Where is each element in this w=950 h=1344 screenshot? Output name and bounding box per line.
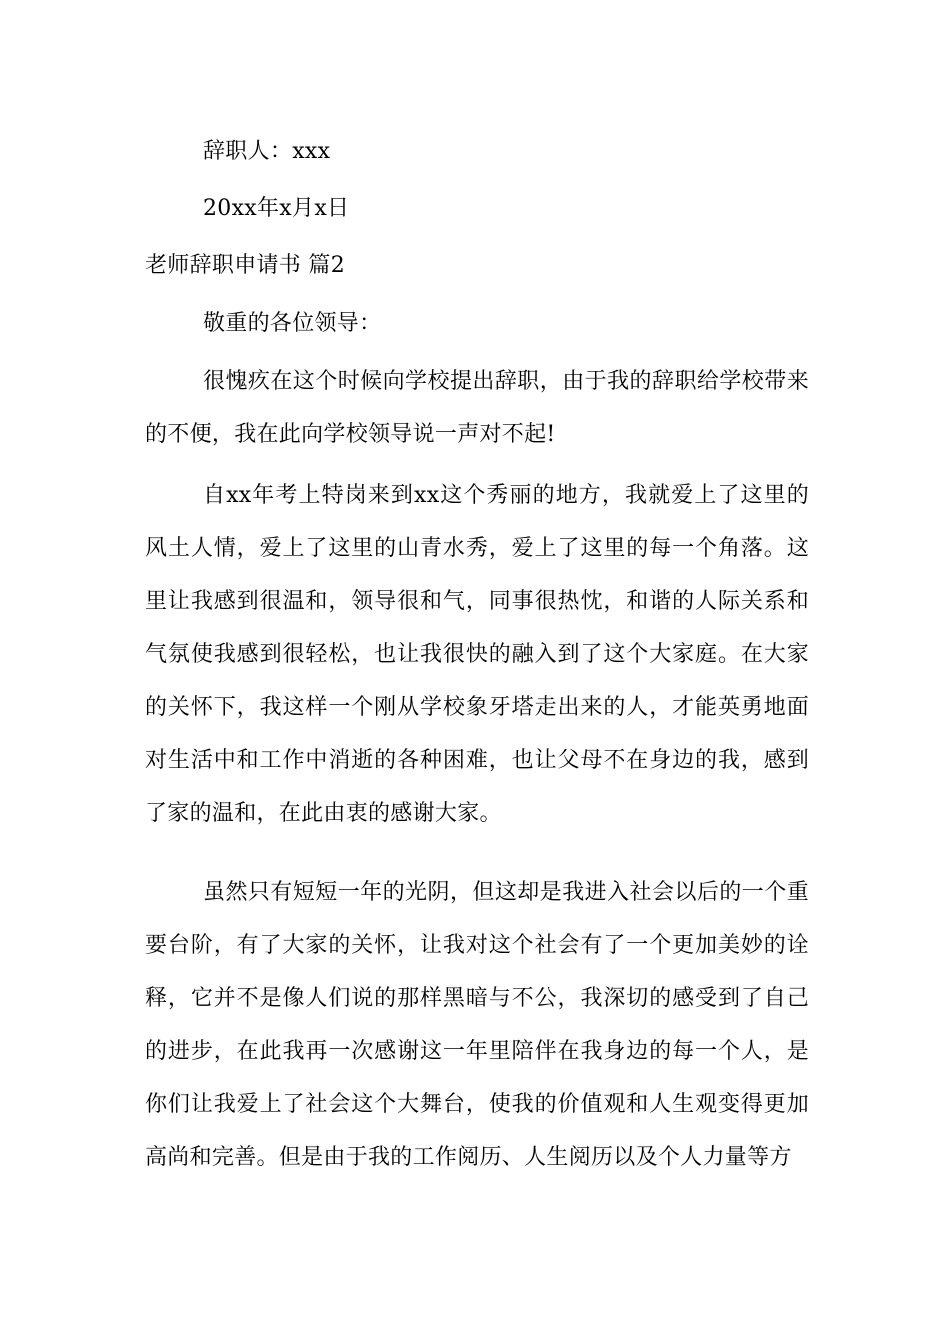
paragraph-growth: 虽然只有短短一年的光阴，但这却是我进入社会以后的一个重要台阶，有了大家的关怀，让我对这个社会有了一个更加美妙的诠释，它并不是像人们说的那样黑暗与不公，我深切的感受到了自己的进步，在此我再一次感谢这一年里陪伴在我身边的每一个人，是你们让我爱上了社会这个大舞台，使我的价值观和人生观变得更加高尚和完善。但是由于我的工作阅历、人生阅历以及个人力量等方	[145, 880, 809, 1170]
paragraph-apology: 很愧疚在这个时候向学校提出辞职，由于我的辞职给学校带来的不便，我在此向学校领导说一声对不起!	[145, 369, 809, 447]
section-title: 老师辞职申请书 篇2	[145, 253, 345, 278]
date-line: 20xx年x月x日	[203, 196, 350, 221]
paragraph-gratitude: 自xx年考上特岗来到xx这个秀丽的地方，我就爱上了这里的风土人情，爱上了这里的山青水秀，爱上了这里的每一个角落。这里让我感到很温和，领导很和气，同事很热忱，和谐的人际关系和气氛使我感到很轻松，也让我很快的融入到了这个大家庭。在大家的关怀下，我这样一个刚从学校象牙塔走出来的人，才能英勇地面对生活中和工作中消逝的各种困难，也让父母不在身边的我，感到了家的温和，在此由衷的感谢大家。	[145, 483, 809, 826]
salutation: 敬重的各位领导：	[203, 311, 382, 336]
resigner-line: 辞职人：xxx	[203, 139, 331, 164]
